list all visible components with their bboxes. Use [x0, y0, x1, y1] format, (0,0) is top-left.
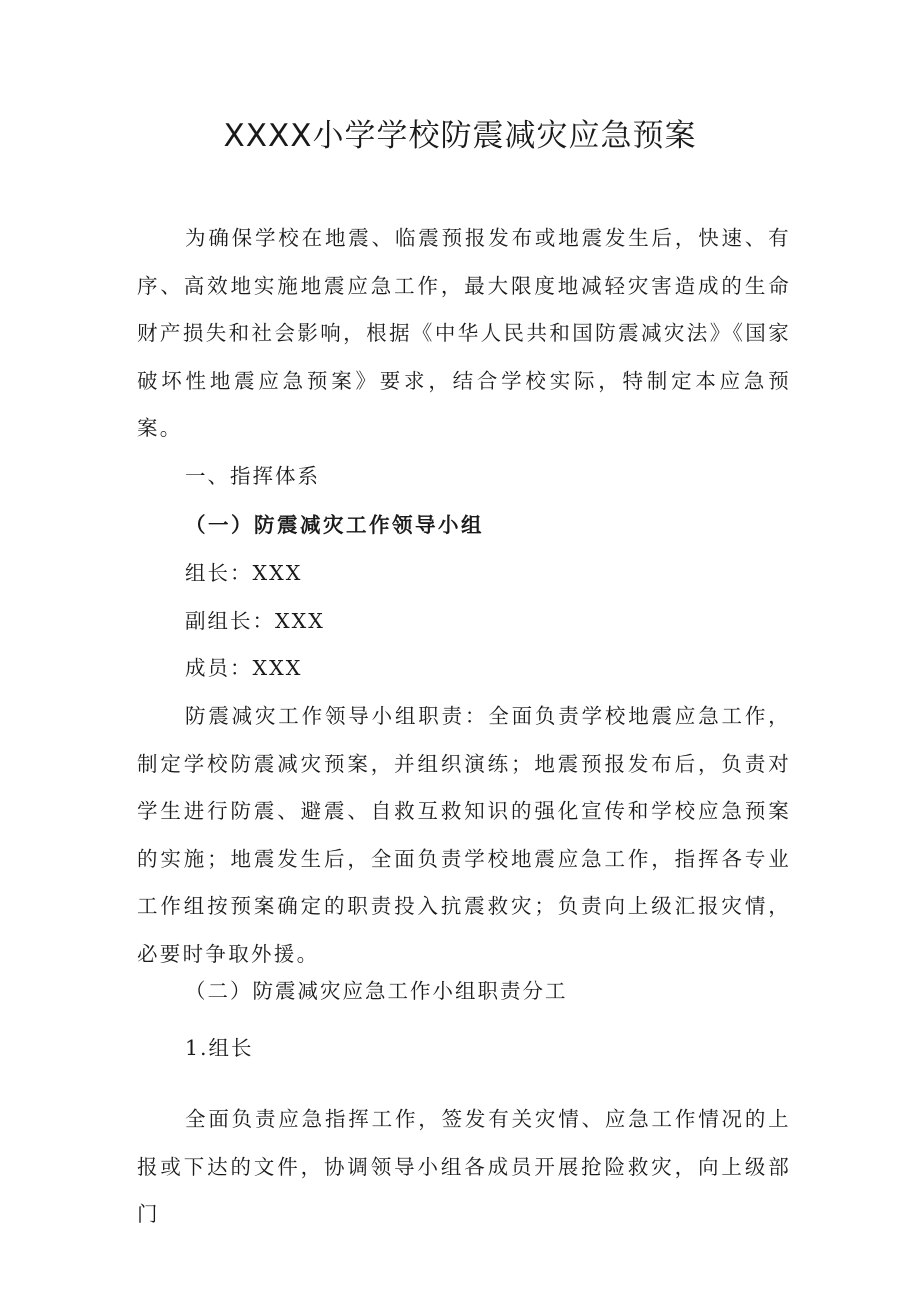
- subsection-heading-duty-division: （二）防震减灾应急工作小组职责分工: [185, 979, 568, 1003]
- item-heading-leader: 1.组长: [185, 1036, 254, 1060]
- deputy-leader-line: 副组长：XXX: [185, 609, 325, 633]
- members-line: 成员：XXX: [185, 656, 303, 680]
- leader-duties-paragraph: 全面负责应急指挥工作，签发有关灾情、应急工作情况的上报或下达的文件，协调领导小组各成员开展抢险救灾，向上级部门: [137, 1107, 791, 1226]
- intro-paragraph: 为确保学校在地震、临震预报发布或地震发生后，快速、有序、高效地实施地震应急工作，最大限度地减轻灾害造成的生命财产损失和社会影响，根据《中华人民共和国防震减灾法》《国家破坏性地震应急预案》要求，结合学校实际，特制定本应急预案。: [137, 226, 791, 440]
- document-title: XXXX小学学校防震减灾应急预案: [223, 118, 697, 154]
- subsection-heading-leadership-group: （一）防震减灾工作领导小组: [185, 513, 484, 537]
- leader-line: 组长：XXX: [185, 561, 303, 585]
- section-heading-command-system: 一、指挥体系: [185, 464, 320, 488]
- group-duties-paragraph: 防震减灾工作领导小组职责：全面负责学校地震应急工作，制定学校防震减灾预案，并组织演练；地震预报发布后，负责对学生进行防震、避震、自救互救知识的强化宣传和学校应急预案的实施；地震发生后，全面负责学校地震应急工作，指挥各专业工作组按预案确定的职责投入抗震救灾；负责向上级汇报灾情，必要时争取外援。: [137, 704, 791, 966]
